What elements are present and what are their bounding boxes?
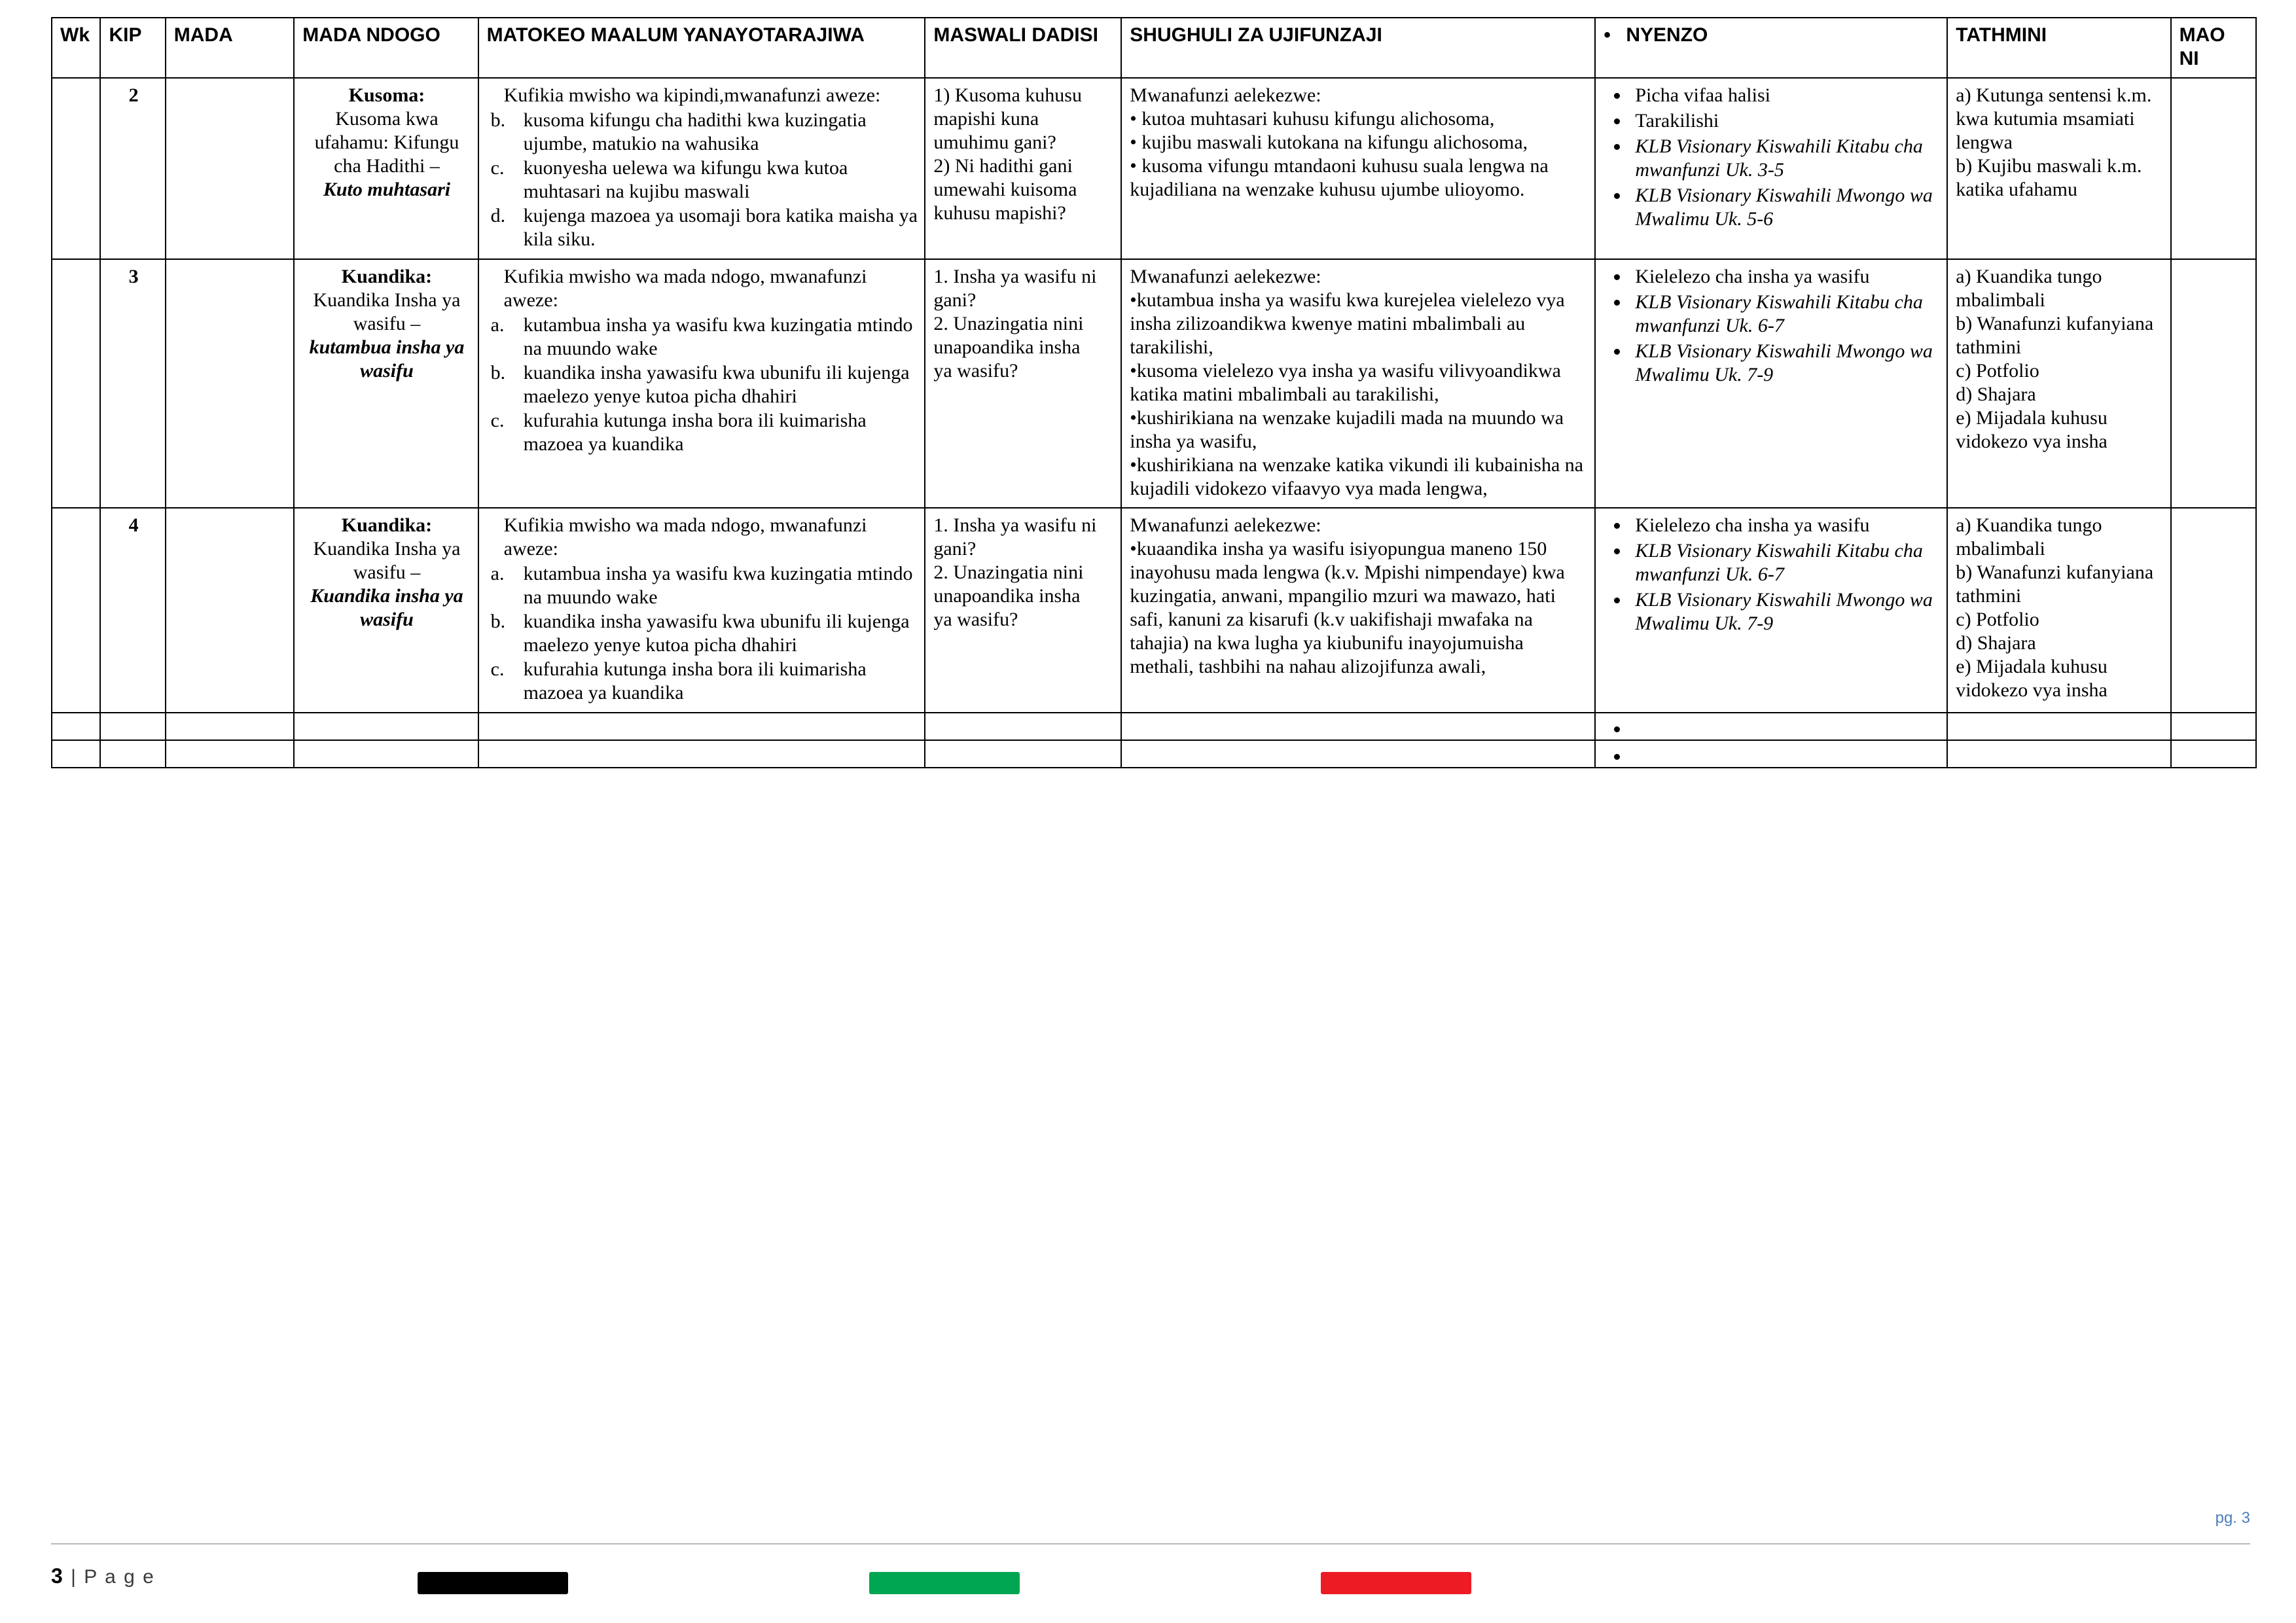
cell-nyenzo: [1595, 508, 1947, 713]
matokeo-item: b. kuandika insha yawasifu kwa ubunifu ili kujenga maelezo yenye kutoa picha dhahiri: [490, 362, 910, 407]
cell-mada: [166, 78, 295, 259]
cell-shughuli: [1121, 508, 1595, 713]
tathmini-line: a) Kuandika tungo mbalimbali: [1956, 266, 2102, 311]
cell-empty: [166, 713, 295, 740]
column-header-maoni: MAO NI: [2171, 18, 2256, 78]
table-row: [52, 78, 2256, 259]
mada-ndogo-body: Kuandika Insha ya wasifu –: [313, 289, 461, 334]
cell-empty: [925, 740, 1121, 768]
nyenzo-empty-list: [1604, 745, 1940, 758]
cell-empty: [1947, 740, 2170, 768]
matokeo-list: [487, 313, 918, 456]
page-label-number: 3: [51, 1564, 64, 1588]
shughuli-line: Mwanafunzi aelekezwe:: [1130, 514, 1321, 536]
tathmini-line: c) Potfolio: [1956, 360, 2039, 382]
mada-ndogo-emphasis: kutambua insha ya wasifu: [309, 336, 465, 382]
column-header-shughuli: SHUGHULI ZA UJIFUNZAJI: [1121, 18, 1595, 78]
nyenzo-item: • Tarakilishi: [1630, 109, 1940, 133]
tathmini-line: b) Kujibu maswali k.m. katika ufahamu: [1956, 155, 2142, 200]
table-body: [52, 78, 2256, 768]
page-footer: [51, 1552, 2250, 1605]
cell-empty: [1121, 740, 1595, 768]
cell-empty: [166, 740, 295, 768]
tathmini-line: c) Potfolio: [1956, 609, 2039, 630]
matokeo-item: b. kusoma kifungu cha hadithi kwa kuzingatia ujumbe, matukio na wahusika: [490, 109, 867, 154]
nyenzo-empty-bullet: [1630, 745, 1940, 758]
page-label-text: | P a g e: [71, 1566, 155, 1588]
cell-empty: [925, 713, 1121, 740]
column-header-mada-ndogo: MADA NDOGO: [294, 18, 478, 78]
cell-empty: [52, 713, 100, 740]
column-header-mada: MADA: [166, 18, 295, 78]
cell-maswali: [925, 259, 1121, 508]
matokeo-item: b. kuandika insha yawasifu kwa ubunifu ili kujenga maelezo yenye kutoa picha dhahiri: [490, 611, 910, 656]
cell-maswali: [925, 508, 1121, 713]
nyenzo-item: • KLB Visionary Kiswahili Mwongo wa Mwalimu Uk. 7-9: [1630, 588, 1940, 635]
column-header-nyenzo-label: NYENZO: [1626, 24, 1708, 46]
nyenzo-item: • Kielelezo cha insha ya wasifu: [1630, 514, 1940, 537]
tathmini-line: e) Mijadala kuhusu vidokezo vya insha: [1956, 407, 2108, 452]
cell-nyenzo: [1595, 259, 1947, 508]
cell-empty: [478, 740, 925, 768]
table-row-empty: [52, 740, 2256, 768]
cell-nyenzo-empty: [1595, 713, 1947, 740]
matokeo-item: c. kufurahia kutunga insha bora ili kuimarisha mazoea ya kuandika: [490, 658, 867, 704]
column-header-nyenzo: • NYENZO: [1595, 18, 1947, 78]
cell-maoni: [2171, 78, 2256, 259]
flag-bar-red: [1321, 1572, 1471, 1594]
mada-ndogo-head: Kuandika:: [341, 266, 433, 287]
cell-empty: [52, 740, 100, 768]
nyenzo-item: • KLB Visionary Kiswahili Kitabu cha mwanfunzi Uk. 6-7: [1630, 539, 1940, 586]
matokeo-item: c. kuonyesha uelewa wa kifungu kwa kutoa muhtasari na kujibu maswali: [490, 157, 848, 202]
cell-matokeo: [478, 78, 925, 259]
mada-ndogo-emphasis: Kuandika insha ya wasifu: [310, 585, 463, 630]
nyenzo-item: • KLB Visionary Kiswahili Mwongo wa Mwalimu Uk. 7-9: [1630, 340, 1940, 387]
shughuli-line: •kuaandika insha ya wasifu isiyopungua maneno 150 inayohusu mada lengwa (k.v. Mpishi nimpendaye) kwa kuzingatia, anwani, mpangilio mzuri wa mawazo, hati safi, kanuni za kisarufi (k.v uakifishaji mwafaka na tahajia) na kwa lugha ya kiubunifu inayojumuisha methali, tashbihi na nahau alizojifunza awali,: [1130, 538, 1565, 677]
cell-maswali: [925, 78, 1121, 259]
cell-kip: 3: [100, 259, 165, 508]
scheme-of-work-table: [51, 17, 2257, 768]
matokeo-item: a. kutambua insha ya wasifu kwa kuzingatia mtindo na muundo wake: [490, 563, 913, 608]
matokeo-item-marker: c.: [490, 410, 505, 431]
matokeo-list: [487, 109, 918, 251]
cell-wk: [52, 508, 100, 713]
cell-mada-ndogo: [294, 259, 478, 508]
column-header-wk: Wk: [52, 18, 100, 78]
maswali-line: 2. Unazingatia nini unapoandika insha: [933, 562, 1084, 607]
cell-wk: [52, 78, 100, 259]
matokeo-lead: Kufikia mwisho wa mada ndogo, mwanafunzi aweze:: [503, 266, 867, 311]
nyenzo-list: [1604, 84, 1940, 231]
shughuli-line: • kutoa muhtasari kuhusu kifungu alichosoma,: [1130, 108, 1495, 130]
maswali-line: ya wasifu?: [933, 360, 1018, 382]
nyenzo-item: • KLB Visionary Kiswahili Kitabu cha mwanfunzi Uk. 3-5: [1630, 135, 1940, 182]
cell-empty: [478, 713, 925, 740]
cell-shughuli: [1121, 78, 1595, 259]
matokeo-item-marker: a.: [490, 563, 505, 584]
matokeo-item-marker: b.: [490, 109, 506, 131]
cell-tathmini: [1947, 259, 2170, 508]
cell-mada: [166, 508, 295, 713]
shughuli-line: • kujibu maswali kutokana na kifungu alichosoma,: [1130, 132, 1528, 153]
tathmini-line: a) Kuandika tungo mbalimbali: [1956, 514, 2102, 560]
cell-empty: [1947, 713, 2170, 740]
shughuli-line: • kusoma vifungu mtandaoni kuhusu suala lengwa na kujadiliana na wenzake kuhusu ujumbe ulioyomo.: [1130, 155, 1549, 200]
matokeo-item-marker: b.: [490, 611, 506, 632]
mada-ndogo-emphasis: Kuto muhtasari: [323, 179, 451, 200]
nyenzo-empty-list: [1604, 717, 1940, 730]
mada-ndogo-body: Kusoma kwa ufahamu: Kifungu cha Hadithi –: [314, 108, 459, 177]
page-number-note: pg. 3: [2215, 1509, 2250, 1527]
table-row-empty: [52, 713, 2256, 740]
tathmini-line: e) Mijadala kuhusu vidokezo vya insha: [1956, 656, 2108, 701]
tathmini-line: b) Wanafunzi kufanyiana tathmini: [1956, 562, 2154, 607]
cell-shughuli: [1121, 259, 1595, 508]
matokeo-item-marker: c.: [490, 157, 505, 179]
cell-matokeo: [478, 508, 925, 713]
matokeo-lead: Kufikia mwisho wa kipindi,mwanafunzi aweze:: [503, 84, 881, 106]
cell-mada: [166, 259, 295, 508]
cell-nyenzo: [1595, 78, 1947, 259]
column-header-tathmini: TATHMINI: [1947, 18, 2170, 78]
cell-nyenzo-empty: [1595, 740, 1947, 768]
table-row: [52, 508, 2256, 713]
shughuli-line: •kushirikiana na wenzake katika vikundi ili kubainisha na kujadili vidokezo vifaavyo vya mada lengwa,: [1130, 454, 1584, 499]
maswali-line: 2. Unazingatia nini unapoandika insha: [933, 313, 1084, 358]
table-row: [52, 259, 2256, 508]
matokeo-item-marker: b.: [490, 362, 506, 383]
cell-mada-ndogo: [294, 78, 478, 259]
flag-bar-green: [869, 1572, 1020, 1594]
column-header-maswali-dadisi: MASWALI DADISI: [925, 18, 1121, 78]
tathmini-line: a) Kutunga sentensi k.m. kwa kutumia msamiati lengwa: [1956, 84, 2152, 153]
cell-maoni: [2171, 259, 2256, 508]
page-label: [51, 1564, 155, 1588]
nyenzo-item: • Picha vifaa halisi: [1630, 84, 1940, 107]
tathmini-line: d) Shajara: [1956, 632, 2036, 654]
cell-kip: 2: [100, 78, 165, 259]
footer-divider: [51, 1543, 2250, 1544]
mada-ndogo-body: Kuandika Insha ya wasifu –: [313, 538, 461, 583]
shughuli-line: •kutambua insha ya wasifu kwa kurejelea vielelezo vya insha zilizoandikwa kwenye matini mbalimbali au tarakilishi,: [1130, 289, 1565, 358]
mada-ndogo-head: Kuandika:: [341, 514, 433, 536]
cell-empty: [100, 740, 165, 768]
maswali-line: 1. Insha ya wasifu ni gani?: [933, 514, 1097, 560]
nyenzo-item: • KLB Visionary Kiswahili Mwongo wa Mwalimu Uk. 5-6: [1630, 184, 1940, 231]
mada-ndogo-head: Kusoma:: [348, 84, 425, 106]
nyenzo-empty-bullet: [1630, 717, 1940, 730]
nyenzo-list: [1604, 265, 1940, 387]
nyenzo-list: [1604, 514, 1940, 635]
cell-wk: [52, 259, 100, 508]
matokeo-item-marker: a.: [490, 314, 505, 336]
cell-tathmini: [1947, 508, 2170, 713]
matokeo-item: a. kutambua insha ya wasifu kwa kuzingatia mtindo na muundo wake: [490, 314, 913, 359]
matokeo-item: d. kujenga mazoea ya usomaji bora katika maisha ya kila siku.: [490, 205, 918, 250]
tathmini-line: d) Shajara: [1956, 383, 2036, 405]
nyenzo-item: • Kielelezo cha insha ya wasifu: [1630, 265, 1940, 289]
matokeo-item: c. kufurahia kutunga insha bora ili kuimarisha mazoea ya kuandika: [490, 410, 867, 455]
cell-mada-ndogo: [294, 508, 478, 713]
cell-empty: [294, 713, 478, 740]
cell-matokeo: [478, 259, 925, 508]
cell-empty: [2171, 740, 2256, 768]
column-header-kip: KIP: [100, 18, 165, 78]
cell-maoni: [2171, 508, 2256, 713]
shughuli-line: Mwanafunzi aelekezwe:: [1130, 84, 1321, 106]
shughuli-line: Mwanafunzi aelekezwe:: [1130, 266, 1321, 287]
tathmini-line: b) Wanafunzi kufanyiana tathmini: [1956, 313, 2154, 358]
cell-tathmini: [1947, 78, 2170, 259]
flag-bar-black: [418, 1572, 568, 1594]
maswali-line: 1. Insha ya wasifu ni gani?: [933, 266, 1097, 311]
maswali-line: 1) Kusoma kuhusu mapishi kuna umuhimu gani?: [933, 84, 1082, 153]
shughuli-line: •kushirikiana na wenzake kujadili mada na muundo wa insha ya wasifu,: [1130, 407, 1564, 452]
matokeo-item-marker: c.: [490, 658, 505, 680]
cell-kip: 4: [100, 508, 165, 713]
matokeo-lead: Kufikia mwisho wa mada ndogo, mwanafunzi aweze:: [503, 514, 867, 560]
nyenzo-item: • KLB Visionary Kiswahili Kitabu cha mwanfunzi Uk. 6-7: [1630, 291, 1940, 338]
column-header-matokeo: MATOKEO MAALUM YANAYOTARAJIWA: [478, 18, 925, 78]
shughuli-line: •kusoma vielelezo vya insha ya wasifu vilivyoandikwa katika matini mbalimbali au tarakilishi,: [1130, 360, 1561, 405]
cell-empty: [1121, 713, 1595, 740]
matokeo-item-marker: d.: [490, 205, 506, 226]
cell-empty: [294, 740, 478, 768]
maswali-line: ya wasifu?: [933, 609, 1018, 630]
cell-empty: [100, 713, 165, 740]
matokeo-list: [487, 562, 918, 705]
table-header-row: [52, 18, 2256, 78]
maswali-line: 2) Ni hadithi gani umewahi kuisoma kuhusu mapishi?: [933, 155, 1077, 224]
cell-empty: [2171, 713, 2256, 740]
